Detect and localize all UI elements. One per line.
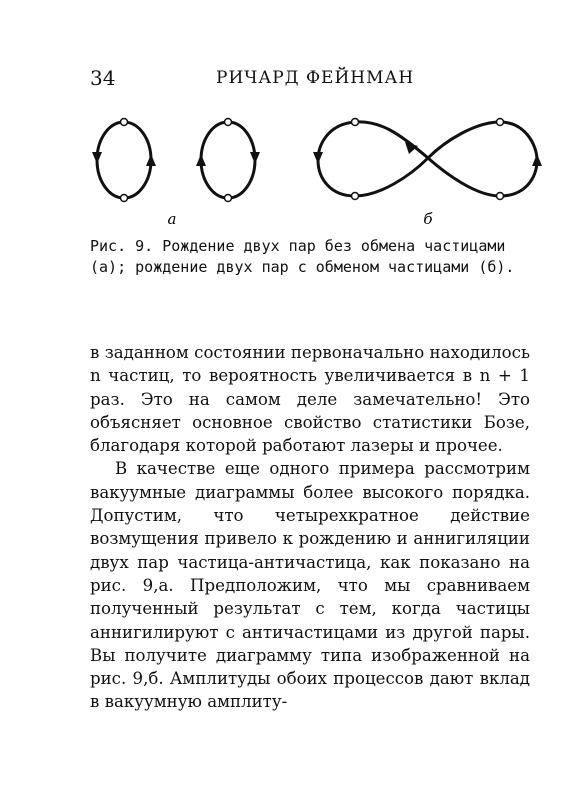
figure-caption: Рис. 9. Рождение двух пар без обмена частицами (а); рождение двух пар с обменом частицами (б).: [90, 237, 515, 276]
vertex: [121, 195, 128, 202]
vertex: [225, 119, 232, 126]
vertex: [225, 195, 232, 202]
loop-right: [201, 122, 255, 198]
vertex: [497, 119, 504, 126]
arrow-down-icon: [313, 152, 323, 164]
figure-9a-vertices: [121, 119, 232, 202]
vertex: [497, 193, 504, 200]
vertex: [352, 193, 359, 200]
arrow-down-icon: [250, 152, 260, 164]
paragraph: в заданном состоянии первоначально находилось n частиц, то вероятность увеличивается в n + 1 раз. Это на самом деле замечательно! Это объясняет основное свойство статистики Бозе, благодаря которой работают лазеры и прочее.: [90, 343, 530, 456]
figure-9: [0, 0, 565, 235]
arrow-down-icon: [92, 152, 102, 164]
arrow-up-icon: [146, 154, 156, 166]
figure-9a-arrows: [92, 152, 260, 166]
figure-eight-curve: [318, 122, 537, 196]
arrow-up-icon: [196, 154, 206, 166]
figure-9b-label: б: [423, 210, 433, 228]
body-text: [90, 341, 530, 714]
running-title: РИЧАРД ФЕЙНМАН: [216, 68, 415, 88]
paragraph: В качестве еще одного примера рассмотрим вакуумные диаграммы более высокого порядка. Допустим, что четырехкратное действие возмущения привело к рождению и аннигиляции двух пар частица-античастица, как показано на рис. 9,а. Предположим, что мы сравниваем полученный результат с тем, когда частицы аннигилируют с античастицами из другой пары. Вы получите диаграмму типа изображенной на рис. 9,б. Амплитуды обоих процессов дают вклад в вакуумную амплиту-: [90, 459, 530, 712]
page-number: 34: [90, 66, 116, 90]
vertex: [121, 119, 128, 126]
figure-9a-label: а: [167, 210, 177, 228]
figure-9a-diagram: [97, 122, 255, 198]
vertex: [352, 119, 359, 126]
arrow-up-icon: [532, 154, 542, 166]
figure-9b-arrows: [313, 142, 542, 166]
loop-left: [97, 122, 151, 198]
figure-9b-diagram: [318, 122, 537, 196]
